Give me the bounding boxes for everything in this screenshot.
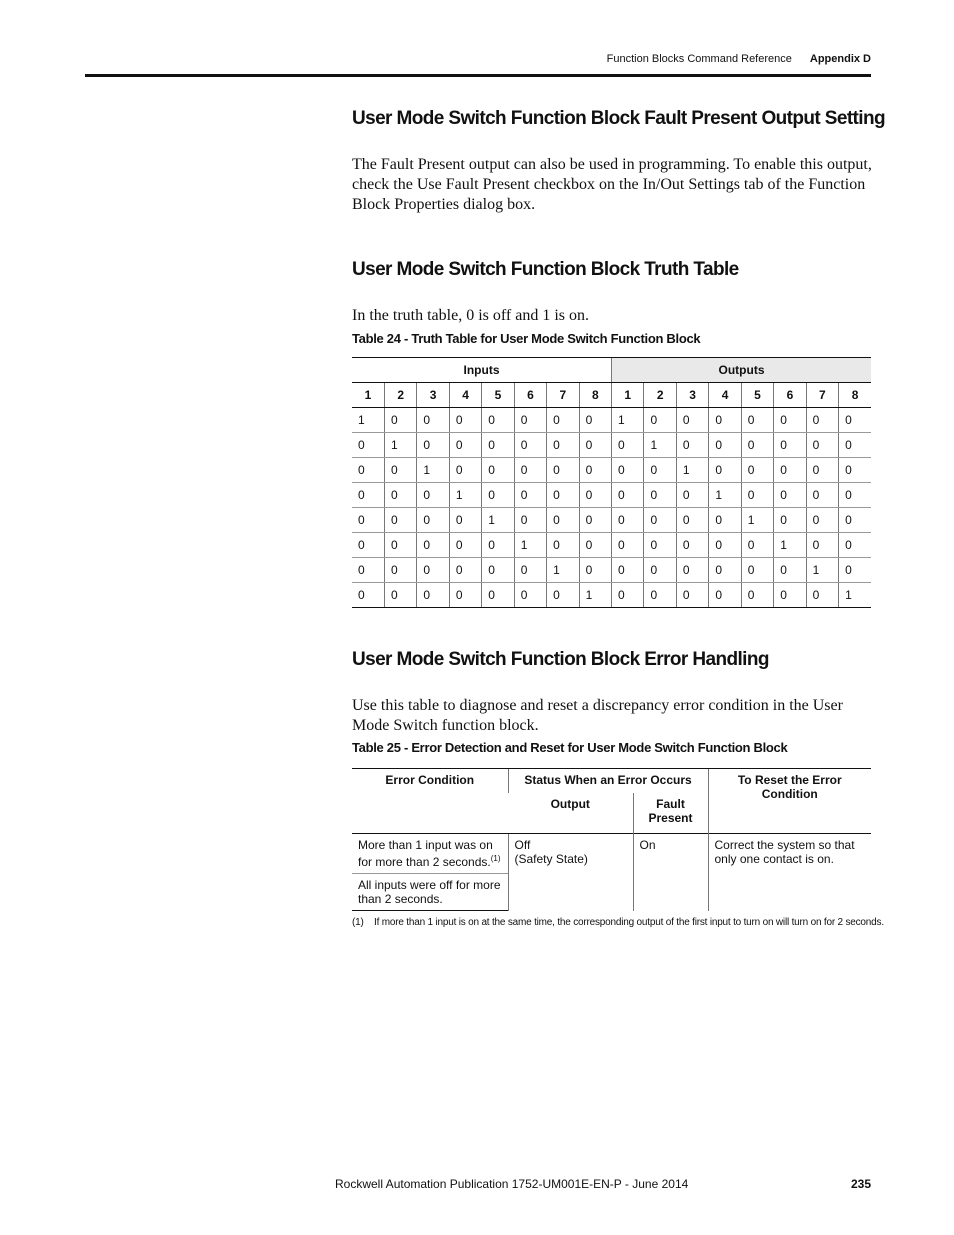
status-header: Status When an Error Occurs xyxy=(508,769,708,794)
table-cell: 0 xyxy=(612,508,644,533)
inputs-header: Inputs xyxy=(352,358,612,383)
table-cell: 0 xyxy=(774,483,806,508)
table-row xyxy=(352,408,871,433)
table-cell: 0 xyxy=(676,433,708,458)
table-cell: 0 xyxy=(612,433,644,458)
error-header-row xyxy=(352,769,871,794)
table-cell: 0 xyxy=(449,408,481,433)
table-cell: 0 xyxy=(514,408,546,433)
table-cell: 0 xyxy=(774,558,806,583)
table-cell: 0 xyxy=(417,583,449,608)
table-row xyxy=(352,483,871,508)
footnote xyxy=(352,917,884,928)
table-cell: 0 xyxy=(676,583,708,608)
error-table xyxy=(352,768,871,911)
table-cell: 0 xyxy=(417,508,449,533)
table-cell: 0 xyxy=(644,483,676,508)
table-cell: 0 xyxy=(676,508,708,533)
table-cell: 0 xyxy=(384,558,416,583)
error-condition-header: Error Condition xyxy=(352,769,508,834)
output-col-8: 8 xyxy=(839,383,871,408)
condition-all-off: All inputs were off for more than 2 seconds. xyxy=(352,874,508,911)
table-cell: 0 xyxy=(482,558,514,583)
table-cell: 0 xyxy=(352,583,384,608)
table-cell: 0 xyxy=(547,483,579,508)
table-cell: 1 xyxy=(676,458,708,483)
table-cell: 0 xyxy=(741,483,773,508)
table-cell: 0 xyxy=(839,433,871,458)
table-cell: 0 xyxy=(482,408,514,433)
table-cell: 0 xyxy=(352,458,384,483)
table-cell: 0 xyxy=(774,583,806,608)
paragraph-fault-present: The Fault Present output can also be used in programming. To enable this output, check the Use Fault Present checkbox on the In/Out Settings tab of the Function Block Properties dialog box. xyxy=(352,156,872,213)
table-cell: 1 xyxy=(514,533,546,558)
table-cell: 0 xyxy=(612,483,644,508)
table-cell: 0 xyxy=(352,533,384,558)
table-cell: 0 xyxy=(384,483,416,508)
table-cell: 0 xyxy=(352,433,384,458)
table-cell: 1 xyxy=(417,458,449,483)
table-cell: 0 xyxy=(644,533,676,558)
table-cell: 0 xyxy=(384,583,416,608)
output-col-4: 4 xyxy=(709,383,741,408)
truth-group-header xyxy=(352,358,871,383)
table-cell: 0 xyxy=(644,558,676,583)
heading-error-handling: User Mode Switch Function Block Error Handling xyxy=(352,649,769,670)
table-cell: 1 xyxy=(579,583,611,608)
output-col-3: 3 xyxy=(676,383,708,408)
table-cell: 0 xyxy=(579,483,611,508)
table-cell: 0 xyxy=(579,558,611,583)
table-cell: 0 xyxy=(384,408,416,433)
table-cell: 0 xyxy=(449,433,481,458)
error-row-multiple-inputs xyxy=(352,834,871,874)
table-cell: 0 xyxy=(547,433,579,458)
table-cell: 0 xyxy=(514,483,546,508)
heading-fault-present: User Mode Switch Function Block Fault Present Output Setting xyxy=(352,108,885,129)
input-col-5: 5 xyxy=(482,383,514,408)
table-cell: 0 xyxy=(514,433,546,458)
table-cell: 0 xyxy=(547,458,579,483)
table-cell: 0 xyxy=(482,583,514,608)
table-cell: 1 xyxy=(709,483,741,508)
table-row xyxy=(352,458,871,483)
table-cell: 0 xyxy=(449,458,481,483)
paragraph-truth-table: In the truth table, 0 is off and 1 is on. xyxy=(352,307,589,324)
table-cell: 1 xyxy=(547,558,579,583)
truth-table xyxy=(352,357,871,608)
table-row xyxy=(352,433,871,458)
table-cell: 0 xyxy=(709,533,741,558)
table-cell: 0 xyxy=(709,583,741,608)
footnote-text: If more than 1 input is on at the same time, the corresponding output of the first input to turn on will turn on for 2 seconds. xyxy=(374,917,884,928)
table-cell: 0 xyxy=(579,533,611,558)
input-col-6: 6 xyxy=(514,383,546,408)
table-cell: 0 xyxy=(352,508,384,533)
table-cell: 0 xyxy=(644,458,676,483)
heading-truth-table: User Mode Switch Function Block Truth Table xyxy=(352,259,739,280)
table-cell: 0 xyxy=(417,408,449,433)
table-cell: 0 xyxy=(514,583,546,608)
input-col-8: 8 xyxy=(579,383,611,408)
table-cell: 0 xyxy=(547,583,579,608)
output-col-7: 7 xyxy=(806,383,838,408)
table-cell: 0 xyxy=(449,583,481,608)
table-cell: 1 xyxy=(612,408,644,433)
table-cell: 0 xyxy=(676,533,708,558)
table-cell: 0 xyxy=(579,458,611,483)
output-col-6: 6 xyxy=(774,383,806,408)
caption-table-25: Table 25 - Error Detection and Reset for User Mode Switch Function Block xyxy=(352,740,788,755)
input-col-4: 4 xyxy=(449,383,481,408)
table-cell: 0 xyxy=(612,558,644,583)
table-cell: 0 xyxy=(449,508,481,533)
table-cell: 0 xyxy=(417,433,449,458)
output-subheader: Output xyxy=(550,797,590,811)
table-cell: 0 xyxy=(774,458,806,483)
table-cell: 0 xyxy=(547,533,579,558)
table-cell: 0 xyxy=(612,583,644,608)
table-cell: 0 xyxy=(676,558,708,583)
outputs-header: Outputs xyxy=(612,358,872,383)
table-cell: 0 xyxy=(482,483,514,508)
table-cell: 0 xyxy=(774,408,806,433)
table-cell: 0 xyxy=(579,408,611,433)
table-cell: 0 xyxy=(839,483,871,508)
page-number: 235 xyxy=(850,1177,871,1191)
table-cell: 0 xyxy=(449,558,481,583)
table-cell: 0 xyxy=(806,508,838,533)
table-cell: 0 xyxy=(579,508,611,533)
table-cell: 1 xyxy=(384,433,416,458)
table-cell: 0 xyxy=(514,558,546,583)
table-cell: 0 xyxy=(839,408,871,433)
table-cell: 0 xyxy=(384,458,416,483)
input-col-7: 7 xyxy=(547,383,579,408)
table-cell: 0 xyxy=(774,508,806,533)
header-section: Function Blocks Command Reference xyxy=(606,53,792,65)
table-cell: 0 xyxy=(839,558,871,583)
table-cell: 0 xyxy=(644,508,676,533)
table-cell: 0 xyxy=(482,458,514,483)
table-cell: 0 xyxy=(676,408,708,433)
running-header xyxy=(607,53,871,65)
table-cell: 0 xyxy=(612,533,644,558)
input-col-1: 1 xyxy=(352,383,384,408)
table-cell: 0 xyxy=(806,533,838,558)
table-cell: 1 xyxy=(839,583,871,608)
table-cell: 1 xyxy=(741,508,773,533)
table-cell: 0 xyxy=(741,533,773,558)
table-row xyxy=(352,533,871,558)
table-cell: 0 xyxy=(709,408,741,433)
table-row xyxy=(352,558,871,583)
table-cell: 0 xyxy=(644,583,676,608)
table-cell: 0 xyxy=(384,533,416,558)
table-cell: 0 xyxy=(806,408,838,433)
table-cell: 0 xyxy=(547,408,579,433)
table-cell: 0 xyxy=(806,458,838,483)
truth-column-numbers xyxy=(352,383,871,408)
input-col-2: 2 xyxy=(384,383,416,408)
header-rule xyxy=(85,74,871,77)
table-cell: 0 xyxy=(741,558,773,583)
table-cell: 0 xyxy=(709,458,741,483)
input-col-3: 3 xyxy=(417,383,449,408)
table-cell: 1 xyxy=(482,508,514,533)
table-cell: 0 xyxy=(806,583,838,608)
footnote-mark: (1) xyxy=(352,917,364,928)
table-cell: 0 xyxy=(482,533,514,558)
table-cell: 0 xyxy=(514,458,546,483)
table-cell: 0 xyxy=(709,508,741,533)
fault-present-subheader: Fault Present xyxy=(633,793,708,834)
table-cell: 0 xyxy=(806,483,838,508)
output-col-5: 5 xyxy=(741,383,773,408)
reset-header: To Reset the Error Condition xyxy=(708,769,871,834)
footnote-ref: (1) xyxy=(490,854,501,863)
table-cell: 0 xyxy=(644,408,676,433)
table-cell: 0 xyxy=(482,433,514,458)
caption-table-24: Table 24 - Truth Table for User Mode Switch Function Block xyxy=(352,331,701,346)
fault-present-cell: On xyxy=(633,834,708,911)
table-cell: 0 xyxy=(839,458,871,483)
output-col-1: 1 xyxy=(612,383,644,408)
table-cell: 0 xyxy=(514,508,546,533)
table-cell: 0 xyxy=(839,533,871,558)
table-cell: 1 xyxy=(644,433,676,458)
table-cell: 0 xyxy=(741,583,773,608)
table-cell: 0 xyxy=(417,533,449,558)
output-col-2: 2 xyxy=(644,383,676,408)
header-appendix: Appendix D xyxy=(809,53,871,65)
table-cell: 0 xyxy=(741,458,773,483)
table-cell: 1 xyxy=(352,408,384,433)
publication-info: Rockwell Automation Publication 1752-UM001E-EN-P - June 2014 xyxy=(335,1177,689,1191)
table-cell: 0 xyxy=(417,483,449,508)
table-cell: 0 xyxy=(384,508,416,533)
paragraph-error-handling: Use this table to diagnose and reset a discrepancy error condition in the User Mode Switch function block. xyxy=(352,697,843,734)
table-cell: 0 xyxy=(741,433,773,458)
table-cell: 1 xyxy=(806,558,838,583)
table-row xyxy=(352,583,871,608)
table-cell: 0 xyxy=(676,483,708,508)
table-cell: 0 xyxy=(352,558,384,583)
table-cell: 1 xyxy=(774,533,806,558)
table-cell: 0 xyxy=(741,408,773,433)
table-cell: 0 xyxy=(352,483,384,508)
condition-multiple-inputs: More than 1 input was on for more than 2 seconds.$^{(1)}$ xyxy=(352,834,508,874)
table-cell: 1 xyxy=(449,483,481,508)
table-cell: 0 xyxy=(579,433,611,458)
output-state-cell: Off (Safety State) xyxy=(508,834,633,911)
table-cell: 0 xyxy=(612,458,644,483)
reset-instruction-cell: Correct the system so that only one contact is on. xyxy=(708,834,871,911)
table-cell: 0 xyxy=(709,433,741,458)
table-cell: 0 xyxy=(417,558,449,583)
table-row xyxy=(352,508,871,533)
table-cell: 0 xyxy=(774,433,806,458)
table-cell: 0 xyxy=(806,433,838,458)
table-cell: 0 xyxy=(709,558,741,583)
table-cell: 0 xyxy=(839,508,871,533)
table-cell: 0 xyxy=(449,533,481,558)
table-cell: 0 xyxy=(547,508,579,533)
